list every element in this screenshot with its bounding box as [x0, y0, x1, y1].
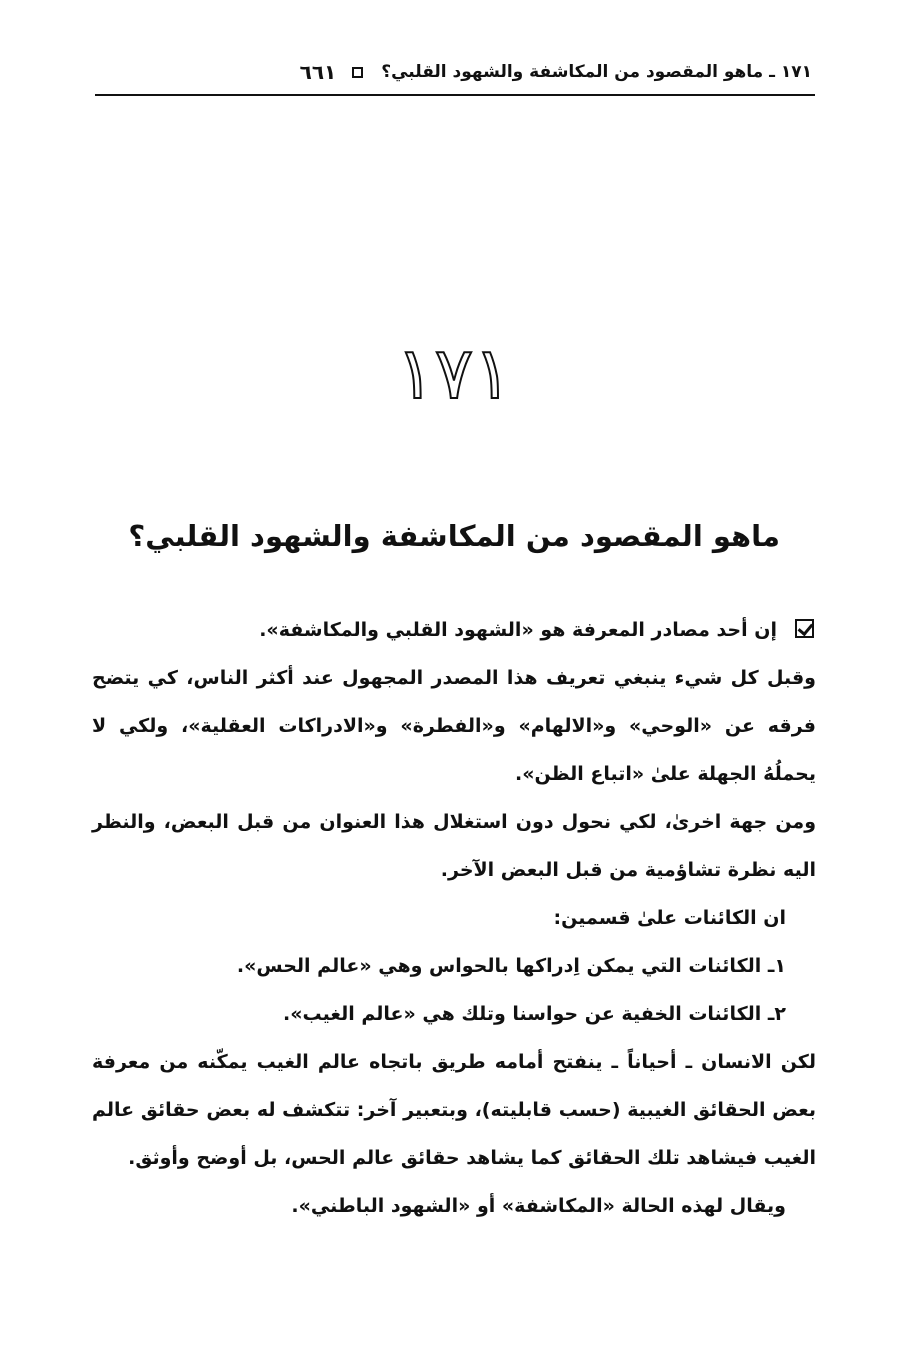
paragraph: ان الكائنات علىٰ قسمين:: [553, 907, 786, 929]
header-divider: [95, 94, 815, 96]
body-text: [92, 606, 816, 1230]
header-title: ١٧١ ـ ماهو المقصود من المكاشفة والشهود القلبي؟: [381, 62, 812, 82]
list-item: ٢ـ الكائنات الخفية عن حواسنا وتلك هي «عالم الغيب».: [283, 1003, 786, 1025]
list-item: ١ـ الكائنات التي يمكن اِدراكها بالحواس وهي «عالم الحس».: [236, 955, 786, 977]
paragraph: [92, 606, 816, 654]
page-number: ٦٦١: [299, 60, 337, 84]
paragraph: لكن الانسان ـ أحياناً ـ ينفتح أمامه طريق باتجاه عالم الغيب يمكّنه من معرفة بعض الحقائق الغيبية (حسب قابليته)، وبتعبير آخر: تتكشف له بعض حقائق عالم الغيب فيشاهد تلك الحقائق كما يشاهد حقائق عالم الحس، بل أوضح وأوثق.: [92, 1051, 816, 1169]
paragraph: ومن جهة اخرىٰ، لكي نحول دون استغلال هذا العنوان من قبل البعض، والنظر اليه نظرة تشاؤمية من قبل البعض الآخر.: [92, 811, 816, 881]
checkbox-icon: [795, 619, 814, 638]
paragraph: وقبل كل شيء ينبغي تعريف هذا المصدر المجهول عند أكثر الناس، كي يتضح فرقه عن «الوحي» و«الالهام» و«الفطرة» و«الادراكات العقلية»، ولكي لا يحملُهُ الجهلة علىٰ «اتباع الظن».: [92, 667, 816, 785]
chapter-title: ماهو المقصود من المكاشفة والشهود القلبي؟: [128, 519, 780, 553]
paragraph: ويقال لهذه الحالة «المكاشفة» أو «الشهود الباطني».: [291, 1195, 786, 1217]
paragraph-text: إن أحد مصادر المعرفة هو «الشهود القلبي والمكاشفة».: [259, 619, 777, 641]
running-header: [92, 54, 812, 90]
square-icon: [352, 67, 363, 78]
chapter-number: ١٧١: [395, 331, 512, 415]
